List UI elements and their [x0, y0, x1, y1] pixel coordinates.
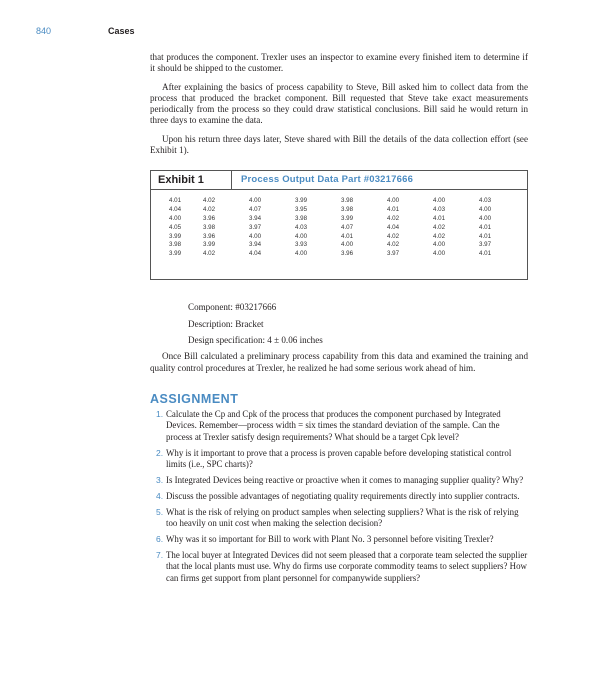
- table-cell: 4.01: [479, 250, 492, 258]
- table-cell: 4.04: [387, 223, 400, 231]
- list-item: [150, 550, 528, 584]
- table-cell: 4.00: [249, 197, 262, 205]
- exhibit-data-table: [157, 197, 525, 259]
- question-number: 5.: [156, 506, 164, 517]
- table-cell: 4.00: [169, 214, 182, 222]
- table-cell: 4.02: [203, 250, 216, 258]
- table-cell: 4.02: [433, 232, 446, 240]
- table-cell: 3.97: [387, 250, 400, 258]
- table-row: [157, 250, 525, 259]
- page-number: 840: [36, 26, 52, 36]
- table-cell: 4.00: [295, 250, 308, 258]
- list-item: [150, 507, 528, 530]
- table-cell: 4.04: [249, 250, 262, 258]
- table-cell: 4.00: [433, 197, 446, 205]
- question-number: 3.: [156, 474, 164, 485]
- question-number: 1.: [156, 408, 164, 419]
- table-row: [157, 215, 525, 224]
- table-cell: 4.01: [479, 223, 492, 231]
- question-text: Why was it so important for Bill to work with Plant No. 3 personnel before visiting Trexler?: [166, 534, 494, 545]
- table-cell: 4.02: [203, 197, 216, 205]
- table-cell: 4.01: [433, 214, 446, 222]
- list-item: [150, 448, 528, 471]
- table-cell: 4.07: [341, 223, 354, 231]
- table-cell: 4.01: [341, 232, 354, 240]
- running-head: Cases: [108, 26, 135, 36]
- table-cell: 3.98: [169, 241, 182, 249]
- table-cell: 3.95: [295, 206, 308, 214]
- table-cell: 3.99: [169, 232, 182, 240]
- table-cell: 3.96: [203, 232, 216, 240]
- list-item: [150, 491, 528, 502]
- table-cell: 3.94: [249, 241, 262, 249]
- table-cell: 4.02: [387, 241, 400, 249]
- question-text: The local buyer at Integrated Devices did not seem pleased that a corporate team selected the supplier that the local plants must use. Why do firms use corporate commodity teams to select suppliers? How can firms get support from plant personnel for companywide suppliers?: [166, 549, 528, 583]
- table-cell: 3.98: [341, 197, 354, 205]
- table-cell: 3.98: [295, 214, 308, 222]
- exhibit-title: Process Output Data Part #03217666: [241, 174, 414, 186]
- spec-description: Description: Bracket: [188, 318, 264, 329]
- table-cell: 3.97: [249, 223, 262, 231]
- page-content: [150, 52, 528, 589]
- table-cell: 3.97: [479, 241, 492, 249]
- table-cell: 4.01: [479, 232, 492, 240]
- table-cell: 4.03: [479, 197, 492, 205]
- table-cell: 4.03: [295, 223, 308, 231]
- table-cell: 3.99: [169, 250, 182, 258]
- table-cell: 4.00: [479, 206, 492, 214]
- table-cell: 4.00: [433, 241, 446, 249]
- spec-block: [150, 302, 528, 346]
- table-cell: 4.07: [249, 206, 262, 214]
- table-cell: 4.02: [387, 214, 400, 222]
- table-row: [157, 233, 525, 242]
- table-cell: 3.96: [341, 250, 354, 258]
- exhibit-box: [150, 170, 528, 280]
- exhibit-divider: [151, 189, 527, 190]
- question-number: 6.: [156, 534, 164, 545]
- list-item: [150, 475, 528, 486]
- table-cell: 3.94: [249, 214, 262, 222]
- paragraph: that produces the component. Trexler uses an inspector to examine every finished item to determine if it should be shipped to the customer.: [150, 52, 528, 74]
- table-cell: 4.00: [249, 232, 262, 240]
- question-text: Calculate the Cp and Cpk of the process that produces the component purchased by Integrated Devices. Remember—process width = six times the standard deviation of the sample. Can the process at Trexler satisfy design requirements? What should be a target Cpk level?: [166, 408, 501, 442]
- table-cell: 4.01: [169, 197, 182, 205]
- table-cell: 3.93: [295, 241, 308, 249]
- table-cell: 3.99: [341, 214, 354, 222]
- spec-design: Design specification: 4 ± 0.06 inches: [188, 334, 323, 345]
- question-number: 2.: [156, 447, 164, 458]
- table-cell: 4.02: [387, 232, 400, 240]
- table-cell: 4.04: [169, 206, 182, 214]
- table-cell: 4.00: [295, 232, 308, 240]
- table-cell: 3.98: [341, 206, 354, 214]
- table-row: [157, 224, 525, 233]
- table-cell: 4.00: [479, 214, 492, 222]
- table-cell: 4.00: [387, 197, 400, 205]
- paragraph: Upon his return three days later, Steve shared with Bill the details of the data collection effort (see Exhibit 1).: [150, 133, 528, 156]
- question-number: 4.: [156, 490, 164, 501]
- spec-component: Component: #03217666: [188, 302, 277, 313]
- table-cell: 4.00: [341, 241, 354, 249]
- question-number: 7.: [156, 549, 164, 560]
- table-cell: 4.05: [169, 223, 182, 231]
- paragraph: After explaining the basics of process capability to Steve, Bill asked him to collect data from the process that produced the bracket component. Bill requested that Steve take exact measurements periodically from the process so they could draw statistical conclusions. Bill said he would return in three days to examine the data.: [150, 81, 528, 126]
- exhibit-label: Exhibit 1: [150, 170, 232, 189]
- table-row: [157, 241, 525, 250]
- table-cell: 3.99: [295, 197, 308, 205]
- list-item: [150, 409, 528, 443]
- question-text: Why is it important to prove that a process is proven capable before developing statistical control limits (i.e., SPC charts)?: [166, 447, 512, 469]
- table-cell: 4.02: [433, 223, 446, 231]
- question-text: Is Integrated Devices being reactive or proactive when it comes to managing supplier quality? Why?: [166, 474, 524, 485]
- table-cell: 4.03: [433, 206, 446, 214]
- table-cell: 3.98: [203, 223, 216, 231]
- table-row: [157, 206, 525, 215]
- table-row: [157, 197, 525, 206]
- table-cell: 4.00: [433, 250, 446, 258]
- paragraph: Once Bill calculated a preliminary process capability from this data and examined the training and quality control procedures at Trexler, he realized he had some serious work ahead of him.: [150, 351, 528, 373]
- table-cell: 4.01: [387, 206, 400, 214]
- table-cell: 4.02: [203, 206, 216, 214]
- table-cell: 3.96: [203, 214, 216, 222]
- assignment-questions: [150, 409, 528, 584]
- list-item: [150, 534, 528, 545]
- table-cell: 3.99: [203, 241, 216, 249]
- question-text: Discuss the possible advantages of negotiating quality requirements directly into supplier contracts.: [166, 490, 520, 501]
- question-text: What is the risk of relying on product samples when selecting suppliers? What is the risk of relying too heavily on unit cost when making the selection decision?: [166, 506, 519, 529]
- assignment-heading: ASSIGNMENT: [150, 391, 239, 406]
